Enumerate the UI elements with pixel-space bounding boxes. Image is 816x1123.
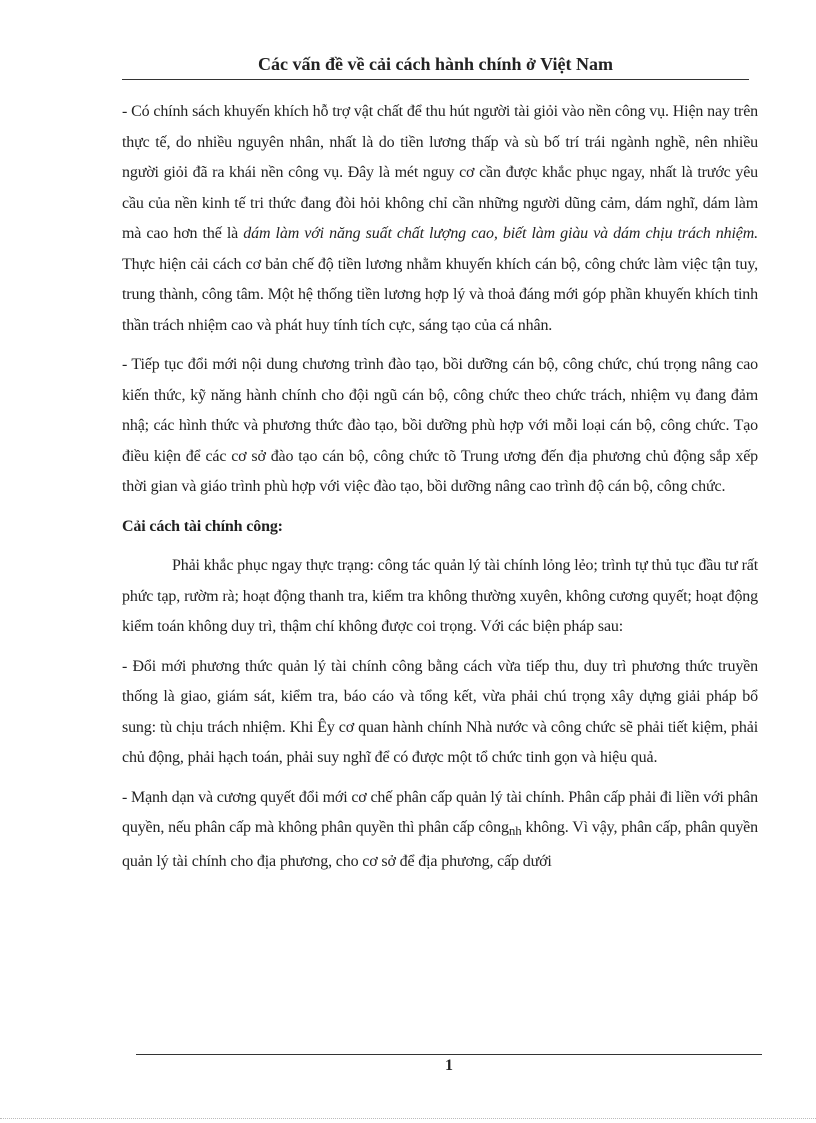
footer-rule <box>136 1054 762 1055</box>
paragraph-5-text-b: không. Vì vậy, phân cấp, phân quyền quản lý tài chính cho địa phương, cho cơ sở để địa phương, cấp dưới <box>122 819 758 870</box>
paragraph-3: Phải khắc phục ngay thực trạng: công tác quản lý tài chính lỏng lẻo; trình tự thủ tục đầu tư rất phức tạp, rườm rà; hoạt động thanh tra, kiểm tra không thường xuyên, không cương quyết; hoạt động kiểm toán không duy trì, thậm chí không được coi trọng. Với các biện pháp sau: <box>122 557 758 635</box>
page-edge-divider <box>0 1118 816 1119</box>
section-heading: Cải cách tài chính công: <box>122 517 283 535</box>
paragraph-4: - Đổi mới phương thức quản lý tài chính công bằng cách vừa tiếp thu, duy trì phương thức truyền thống là giao, giám sát, kiểm tra, báo cáo và tổng kết, vừa phải chú trọng xây dựng giải pháp bổ sung: tù chịu trách nhiệm. Khi Êy cơ quan hành chính Nhà nước và công chức sẽ phải tiết kiệm, phải chủ động, phải hạch toán, phải suy nghĩ để có được một tổ chức tinh gọn và hiệu quả. <box>122 657 758 766</box>
page-number: 1 <box>445 1057 453 1074</box>
paragraph-1 <box>122 97 758 341</box>
paragraph-1-text-a: - Có chính sách khuyến khích hỗ trợ vật chất để thu hút người tài giỏi vào nền công vụ. Hiện nay trên thực tế, do nhiều nguyên nhân, nhất là do tiền lương thấp và sù bố trí trái ngành nghề, nên nhiều người giỏi đã ra khái nền công vụ. Đây là mét nguy cơ cần được khắc phục ngay, nhất là trước yêu cầu của nền kinh tế tri thức đang đòi hỏi không chỉ cần những người dũng cảm, dám nghĩ, dám làm mà cao hơn thế là <box>122 103 758 242</box>
paragraph-1-emphasis: dám làm với năng suất chất lượng cao, biết làm giàu và dám chịu trách nhiệm. <box>243 225 758 242</box>
header-title: Các vấn đề về cải cách hành chính ở Việt Nam <box>258 54 613 74</box>
paragraph-1-text-b: Thực hiện cải cách cơ bản chế độ tiền lương nhằm khuyến khích cán bộ, công chức làm việc tận tuy, trung thành, công tâm. Một hệ thống tiền lương hợp lý và thoả đáng mới góp phần khuyến khích tinh thần trách nhiệm cao và phát huy tính tích cực, sáng tạo của cá nhân. <box>122 255 758 334</box>
paragraph-5-subscript: nh <box>508 823 522 838</box>
document-body <box>122 97 758 886</box>
paragraph-2: - Tiếp tục đổi mới nội dung chương trình đào tạo, bồi dưỡng cán bộ, công chức, chú trọng nâng cao kiến thức, kỹ năng hành chính cho đội ngũ cán bộ, công chức theo chức trách, nhiệm vụ đang đảm nhậ; các hình thức và phương thức đào tạo, bồi dưỡng phù hợp với mỗi loại cán bộ, công chức. Tạo điều kiện để các cơ sở đào tạo cán bộ, công chức tõ Trung ương đến địa phương chủ động sắp xếp thời gian và giáo trình phù hợp với việc đào tạo, bồi dưỡng nâng cao trình độ cán bộ, công chức. <box>122 356 758 495</box>
paragraph-5 <box>122 783 758 878</box>
header-rule <box>122 79 749 80</box>
paragraph-5-text-a: - Mạnh dạn và cương quyết đổi mới cơ chế phân cấp quản lý tài chính. Phân cấp phải đi liền với phân quyền, nếu phân cấp mà không phân quyền thì phân cấp công <box>122 788 758 836</box>
